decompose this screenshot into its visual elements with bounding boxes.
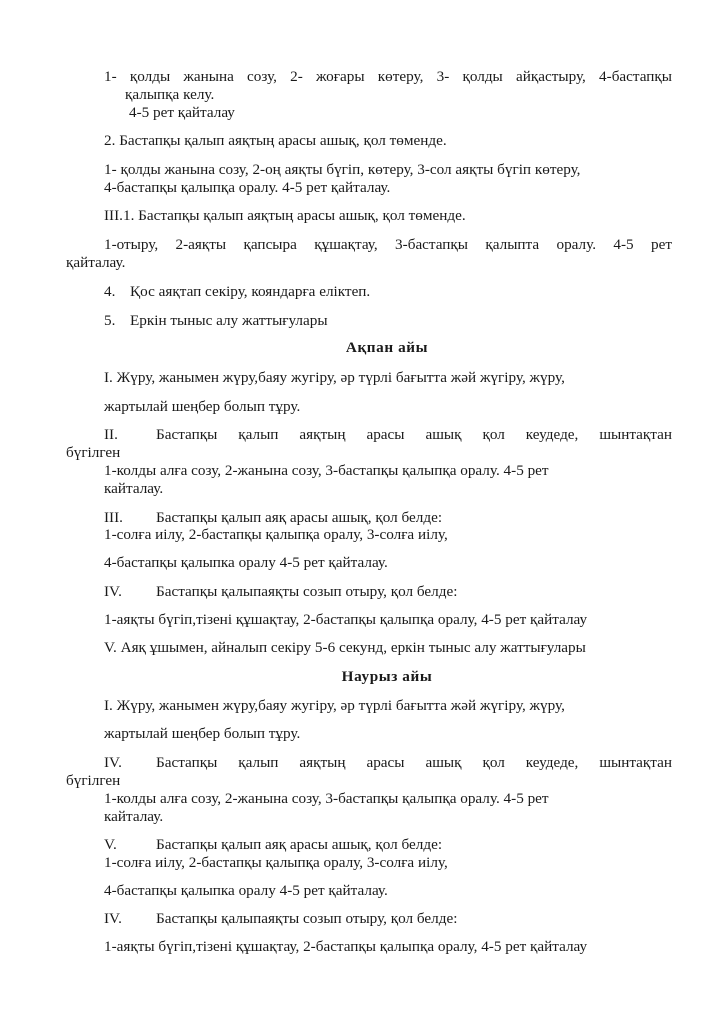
paragraph-line: 1-колды алға созу, 2-жанына созу, 3-бастапқы қалыпқа оралу. 4-5 рет	[104, 462, 549, 479]
list-text: Еркін тыныс алу жаттығулары	[130, 312, 328, 329]
paragraph-line: І. Жүру, жанымен жүру,баяу жугіру, әр түрлі бағытта жәй жүгіру, жүру,	[104, 697, 565, 714]
exercise-heading	[104, 836, 442, 854]
exercise-number: ІV.	[104, 754, 122, 771]
paragraph-line: 1-отыру, 2-аяқты қапсыра құшақтау, 3-бастапқы қалыпта оралу. 4-5 рет	[104, 236, 672, 253]
paragraph-line: 4-бастапқы қалыпка оралу 4-5 рет қайталау.	[104, 554, 388, 571]
paragraph-line: 1-солға иілу, 2-бастапқы қалыпқа оралу, 3-солға иілу,	[104, 526, 448, 543]
exercise-heading	[104, 509, 442, 527]
paragraph-line: 1- қолды жанына созу, 2- жоғары көтеру, 3- қолды айқастыру, 4-бастапқы	[104, 68, 672, 85]
exercise-number: ІІІ.	[104, 509, 123, 526]
paragraph-line: V. Аяқ ұшымен, айналып секіру 5-6 секунд, еркін тыныс алу жаттығулары	[104, 639, 586, 656]
exercise-heading	[104, 754, 672, 772]
paragraph-line: 1-аяқты бүгіп,тізені құшақтау, 2-бастапқы қалыпқа оралу, 4-5 рет қайталау	[104, 611, 588, 628]
paragraph-line: кайталау.	[104, 808, 164, 825]
section-heading: Ақпан айы	[345, 339, 429, 356]
paragraph-line: қалыпқа келу.	[125, 86, 215, 103]
list-item	[104, 312, 328, 330]
paragraph-line: жартылай шеңбер болып тұру.	[104, 725, 301, 742]
exercise-heading	[104, 583, 457, 601]
paragraph-line: 1-солға иілу, 2-бастапқы қалыпқа оралу, 3-солға иілу,	[104, 854, 448, 871]
paragraph-line: қайталау.	[66, 254, 126, 271]
list-text: Қос аяқтап секіру, кояндарға еліктеп.	[130, 283, 371, 300]
list-number: 4.	[104, 283, 116, 300]
exercise-number: ІV.	[104, 910, 122, 927]
exercise-heading	[104, 910, 457, 928]
paragraph-line: 1-аяқты бүгіп,тізені құшақтау, 2-бастапқы қалыпқа оралу, 4-5 рет қайталау	[104, 938, 588, 955]
list-item	[104, 283, 370, 301]
paragraph-line: жартылай шеңбер болып тұру.	[104, 398, 301, 415]
exercise-number: ІІ.	[104, 426, 118, 443]
paragraph-line: 1- қолды жанына созу, 2-оң аяқты бүгіп, көтеру, 3-сол аяқты бүгіп көтеру,	[104, 161, 581, 178]
list-number: 5.	[104, 312, 116, 329]
paragraph-line: 1-колды алға созу, 2-жанына созу, 3-бастапқы қалыпқа оралу. 4-5 рет	[104, 790, 549, 807]
exercise-text: Бастапқы қалыпаяқты созып отыру, қол белде:	[156, 583, 458, 600]
paragraph-line: 4-бастапқы қалыпқа оралу. 4-5 рет қайталау.	[104, 179, 391, 196]
paragraph-line: 2. Бастапқы қалып аяқтың арасы ашық, қол төменде.	[104, 132, 447, 149]
paragraph-line: бүгілген	[66, 444, 121, 461]
exercise-text: Бастапқы қалып аяқтың арасы ашық қол кеудеде, шынтақтан	[156, 426, 672, 443]
exercise-text: Бастапқы қалыпаяқты созып отыру, қол белде:	[156, 910, 458, 927]
exercise-number: V.	[104, 836, 117, 853]
paragraph-line: кайталау.	[104, 480, 164, 497]
paragraph-line: 4-бастапқы қалыпка оралу 4-5 рет қайталау.	[104, 882, 388, 899]
exercise-number: ІV.	[104, 583, 122, 600]
paragraph-line: ІІІ.1. Бастапқы қалып аяқтың арасы ашық, қол төменде.	[104, 207, 466, 224]
paragraph-line: бүгілген	[66, 772, 121, 789]
exercise-text: Бастапқы қалып аяқ арасы ашық, қол белде:	[156, 836, 443, 853]
exercise-text: Бастапқы қалып аяқтың арасы ашық қол кеудеде, шынтақтан	[156, 754, 672, 771]
paragraph-line: І. Жүру, жанымен жүру,баяу жугіру, әр түрлі бағытта жәй жүгіру, жүру,	[104, 369, 565, 386]
paragraph-line: 4-5 рет қайталау	[129, 104, 235, 121]
section-heading: Наурыз айы	[341, 668, 433, 685]
exercise-heading	[104, 426, 672, 444]
exercise-text: Бастапқы қалып аяқ арасы ашық, қол белде:	[156, 509, 443, 526]
